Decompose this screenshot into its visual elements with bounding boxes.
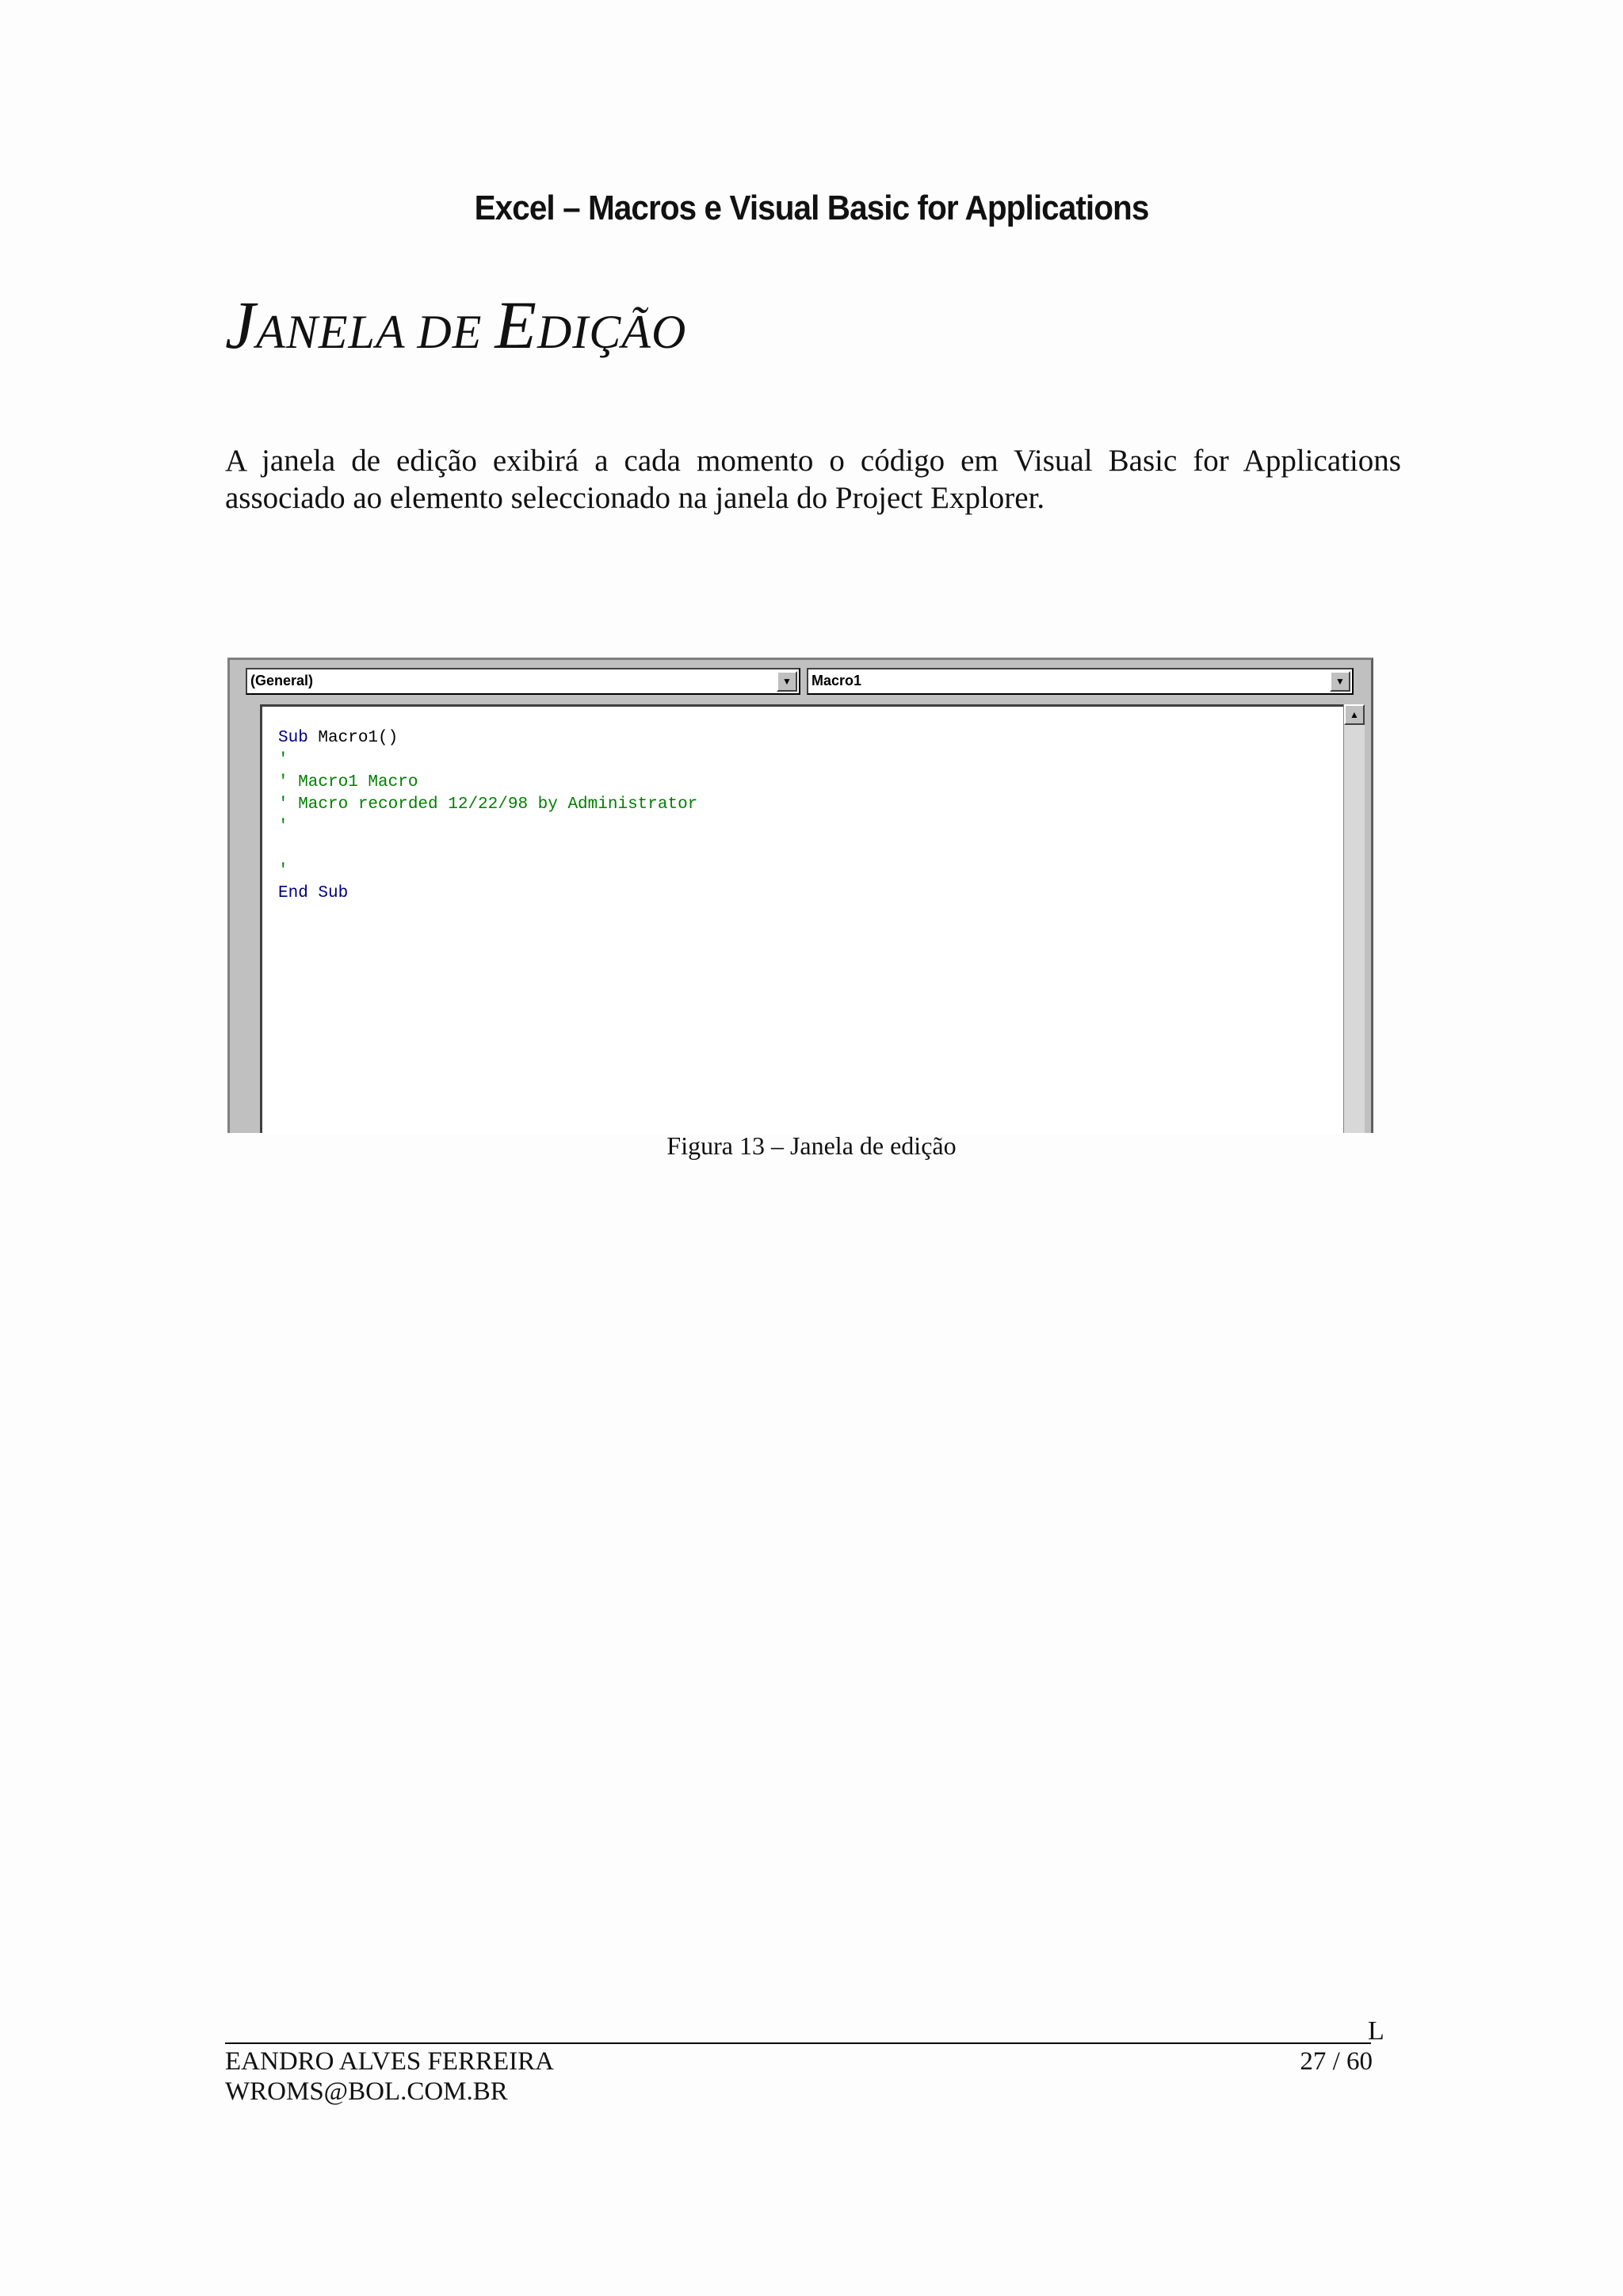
procedure-combobox[interactable] (807, 668, 1354, 695)
code-editor[interactable] (260, 704, 1344, 1133)
code-comment: ' (278, 862, 288, 880)
chevron-down-icon[interactable]: ▼ (777, 671, 797, 692)
object-combobox[interactable] (246, 668, 800, 695)
figure-caption: Figura 13 – Janela de edição (666, 1131, 957, 1160)
margin-indicator-bar[interactable] (230, 704, 262, 1133)
title-part-2: DIÇÃO (537, 306, 687, 358)
title-initial-1: J (225, 287, 257, 363)
code-comment: ' (278, 751, 288, 769)
body-paragraph: A janela de edição exibirá a cada momento o código em Visual Basic for Applications associado ao elemento seleccionado na janela do Project Explorer. (225, 444, 1401, 515)
footer-email: WROMS@BOL.COM.BR (225, 2077, 508, 2106)
code-comment: ' Macro1 Macro (278, 773, 418, 791)
code-content (278, 727, 697, 905)
chevron-down-icon[interactable]: ▼ (1330, 671, 1350, 692)
title-part-1: ANELA DE (256, 306, 495, 358)
vertical-scrollbar[interactable] (1343, 704, 1365, 1133)
code-keyword: Sub (278, 729, 308, 747)
title-initial-2: E (495, 287, 537, 363)
scroll-up-arrow-icon[interactable]: ▲ (1344, 704, 1365, 725)
document-header: Excel – Macros e Visual Basic for Applications (474, 189, 1149, 227)
code-text: Macro1() (307, 729, 399, 747)
page-number: 27 / 60 (1300, 2047, 1373, 2076)
procedure-combobox-value: Macro1 (812, 673, 862, 688)
footer-author: EANDRO ALVES FERREIRA (225, 2047, 554, 2076)
footer-mark: L (1368, 2016, 1384, 2046)
object-combobox-value: (General) (250, 673, 314, 688)
code-comment: ' Macro recorded 12/22/98 by Administrator (278, 795, 698, 814)
code-keyword: End Sub (278, 884, 349, 902)
section-title (225, 285, 686, 364)
vba-code-window (227, 658, 1373, 1133)
code-comment: ' (278, 818, 288, 836)
footer-divider (225, 2042, 1371, 2044)
